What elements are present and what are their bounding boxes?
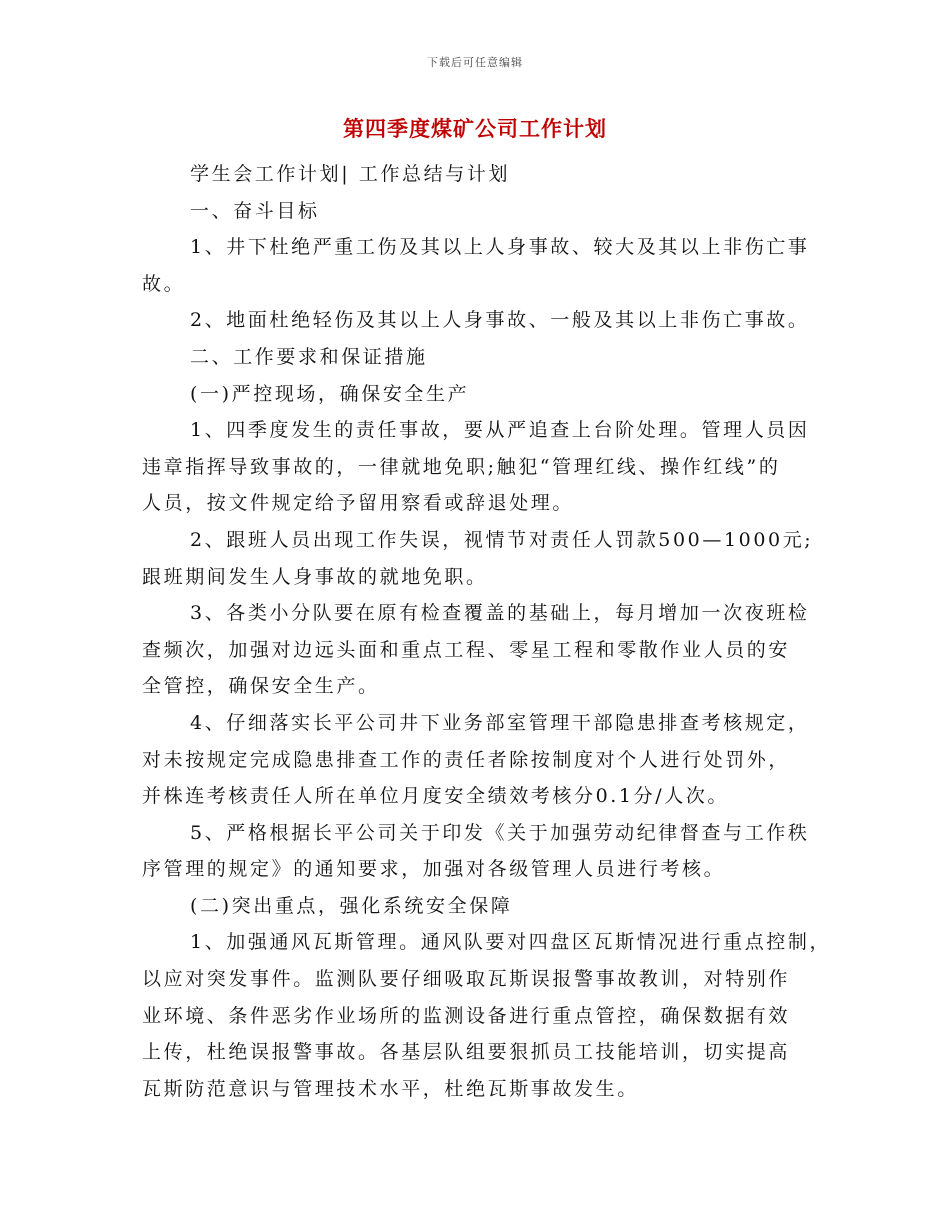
body-line: 1、四季度发生的责任事故，要从严追查上台阶处理。管理人员因 [190, 419, 810, 442]
body-line: 以应对突发事件。监测队要仔细吸取瓦斯误报警事故教训，对特别作 [142, 968, 791, 991]
body-line: 查频次，加强对边远头面和重点工程、零星工程和零散作业人员的安 [142, 638, 791, 661]
body-line: 序管理的规定》的通知要求，加强对各级管理人员进行考核。 [142, 858, 726, 881]
body-line: 2、地面杜绝轻伤及其以上人身事故、一般及其以上非伤亡事故。 [190, 309, 810, 332]
document-title: 第四季度煤矿公司工作计划 [343, 116, 607, 141]
body-line: (二)突出重点，强化系统安全保障 [190, 894, 513, 917]
body-line: 并株连考核责任人所在单位月度安全绩效考核分0.1分/人次。 [142, 785, 730, 808]
document-body [142, 156, 832, 1107]
body-line: 瓦斯防范意识与管理技术水平，杜绝瓦斯事故发生。 [142, 1077, 639, 1100]
body-line: (一)严控现场，确保安全生产 [190, 382, 470, 405]
body-line: 学生会工作计划| 工作总结与计划 [190, 163, 511, 185]
body-line: 5、严格根据长平公司关于印发《关于加强劳动纪律督查与工作秩 [190, 821, 810, 844]
body-line: 4、仔细落实长平公司井下业务部室管理干部隐患排查考核规定， [190, 711, 810, 734]
body-line: 违章指挥导致事故的，一律就地免职;触犯“管理红线、操作红线”的 [142, 455, 781, 478]
body-line: 二、工作要求和保证措施 [190, 345, 428, 368]
body-line: 2、跟班人员出现工作失误，视情节对责任人罚款500—1000元; [190, 528, 814, 551]
body-line: 全管控，确保安全生产。 [142, 675, 380, 698]
body-line: 故。 [142, 272, 186, 295]
page-header-note: 下载后可任意编辑 [427, 56, 523, 69]
body-line: 1、加强通风瓦斯管理。通风队要对四盘区瓦斯情况进行重点控制， [190, 931, 832, 954]
body-line: 跟班期间发生人身事故的就地免职。 [142, 565, 488, 588]
body-line: 一、奋斗目标 [190, 199, 320, 222]
body-line: 对未按规定完成隐患排查工作的责任者除按制度对个人进行处罚外， [142, 748, 791, 771]
body-line: 1、井下杜绝严重工伤及其以上人身事故、较大及其以上非伤亡事 [190, 236, 810, 259]
body-line: 3、各类小分队要在原有检查覆盖的基础上，每月增加一次夜班检 [190, 602, 810, 625]
body-line: 人员，按文件规定给予留用察看或辞退处理。 [142, 492, 575, 515]
body-line: 业环境、条件恶劣作业场所的监测设备进行重点管控，确保数据有效 [142, 1004, 791, 1027]
body-line: 上传，杜绝误报警事故。各基层队组要狠抓员工技能培训，切实提高 [142, 1041, 791, 1064]
